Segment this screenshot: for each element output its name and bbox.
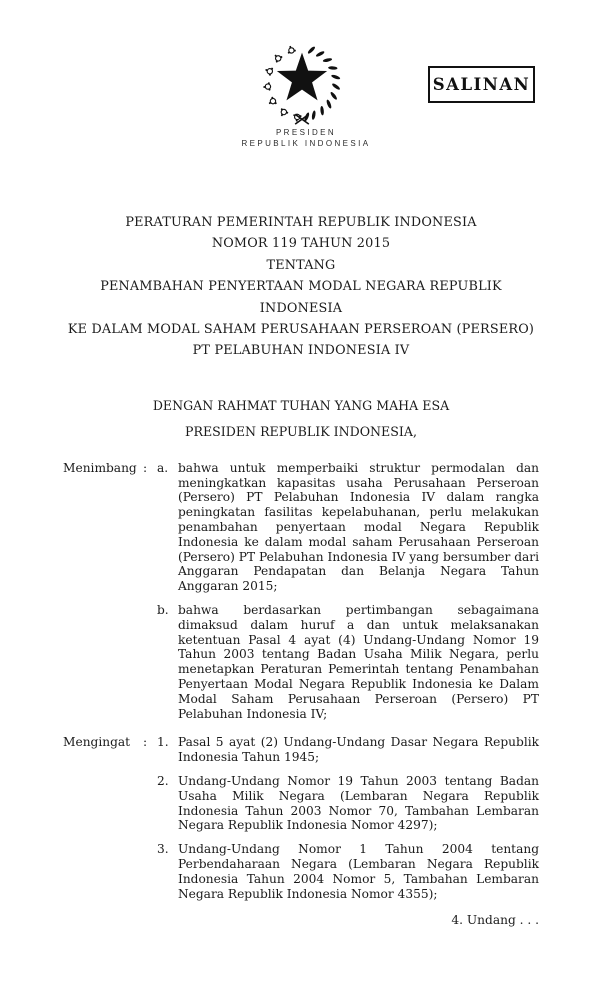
mengingat-colon: : xyxy=(143,735,148,750)
invocation-block xyxy=(63,398,539,439)
regulation-title xyxy=(63,212,539,362)
mengingat-items xyxy=(157,735,539,901)
item-marker: 1. xyxy=(157,735,169,750)
item-text: Undang-Undang Nomor 19 Tahun 2003 tentang Badan Usaha Milik Negara (Lembaran Negara Republik Indonesia Tahun 2003 Nomor 70, Tambahan Lembaran Negara Republik Indonesia Nomor 4297); xyxy=(178,773,539,833)
legal-basis-item-2 xyxy=(157,774,539,833)
title-line-6: PT PELABUHAN INDONESIA IV xyxy=(192,343,410,359)
menimbang-items xyxy=(157,461,539,722)
title-line-4: PENAMBAHAN PENYERTAAN MODAL NEGARA REPUBLIK INDONESIA xyxy=(100,279,502,316)
item-marker: 2. xyxy=(157,773,169,788)
item-marker: b. xyxy=(157,603,169,618)
letterhead-line-2: REPUBLIK INDONESIA xyxy=(241,138,371,148)
item-text: Undang-Undang Nomor 1 Tahun 2004 tentang Perbendaharaan Negara (Lembaran Negara Republik Indonesia Tahun 2004 Nomor 5, Tambahan Lembaran Negara Republik Indonesia Nomor 4355); xyxy=(178,842,539,901)
salinan-stamp-label: SALINAN xyxy=(432,75,531,94)
item-marker: 3. xyxy=(157,842,169,857)
consideration-item-a xyxy=(157,461,539,594)
document-body xyxy=(63,0,539,928)
menimbang-colon: : xyxy=(143,460,148,475)
item-text: bahwa berdasarkan pertimbangan sebagaimana dimaksud dalam huruf a dan untuk melaksanakan ketentuan Pasal 4 ayat (4) Undang-Undang Nomor 19 Tahun 2003 tentang Badan Usaha Milik Negara, perlu menetapkan Peraturan Pemerintah tentang Penambahan Penyertaan Modal Negara Republik Indonesia ke Dalam Modal Saham Perusahaan Perseroan (Persero) PT Pelabuhan Indonesia IV; xyxy=(178,603,539,721)
legal-basis-item-3 xyxy=(157,842,539,901)
item-text: Pasal 5 ayat (2) Undang-Undang Dasar Negara Republik Indonesia Tahun 1945; xyxy=(178,735,539,765)
item-text: bahwa untuk memperbaiki struktur permodalan dan meningkatkan kapasitas usaha Perusahaan Perseroan (Persero) PT Pelabuhan Indonesia IV dalam rangka peningkatan fasilitas kepelabuhanan, perlu melakukan penambahan penyertaan modal Negara Republik Indonesia ke dalam modal saham Perusahaan Perseroan (Persero) PT Pelabuhan Indonesia IV yang bersumber dari Anggaran Pendapatan dan Belanja Negara Tahun Anggaran 2015; xyxy=(178,460,539,594)
title-line-1: PERATURAN PEMERINTAH REPUBLIK INDONESIA xyxy=(125,215,477,230)
mengingat-label: Mengingat xyxy=(63,735,131,750)
title-line-5: KE DALAM MODAL SAHAM PERUSAHAAN PERSEROAN (PERSERO) xyxy=(67,322,535,338)
menimbang-section xyxy=(63,461,539,722)
menimbang-label: Menimbang xyxy=(63,460,137,475)
item-marker: a. xyxy=(157,460,169,475)
preamble-clauses xyxy=(63,461,539,902)
authority-line: PRESIDEN REPUBLIK INDONESIA, xyxy=(185,423,417,439)
page-catchword: 4. Undang . . . xyxy=(451,913,539,928)
title-line-3: TENTANG xyxy=(266,257,336,273)
invocation-line: DENGAN RAHMAT TUHAN YANG MAHA ESA xyxy=(152,397,450,413)
legal-basis-item-1 xyxy=(157,735,539,765)
title-line-2: NOMOR 119 TAHUN 2015 xyxy=(211,236,391,252)
consideration-item-b xyxy=(157,603,539,721)
mengingat-section xyxy=(63,735,539,901)
letterhead-line-1: PRESIDEN xyxy=(275,128,337,137)
